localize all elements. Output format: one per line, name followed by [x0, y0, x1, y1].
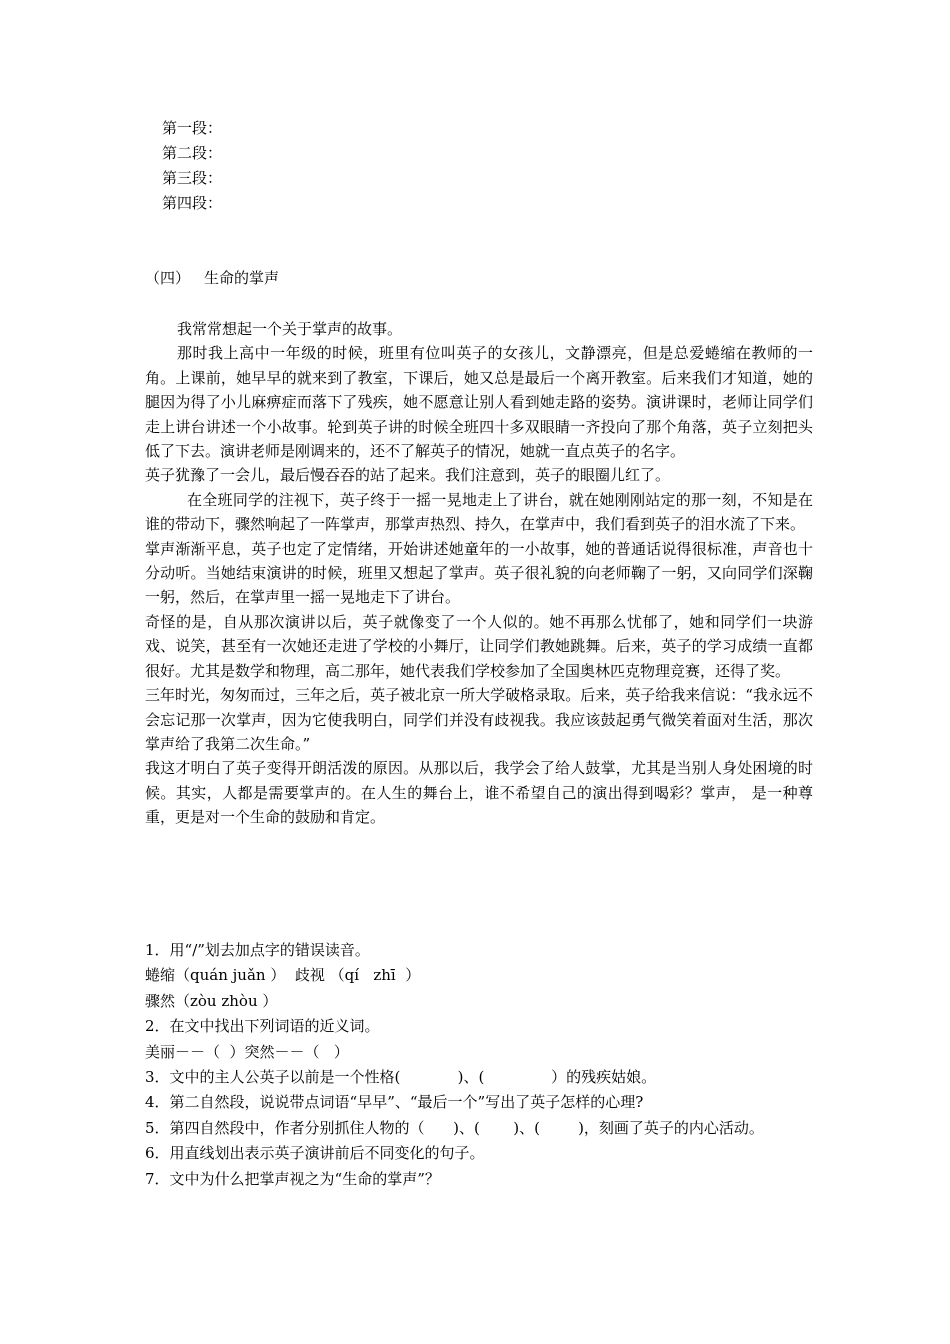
paragraph-1: 我常常想起一个关于掌声的故事。 — [177, 320, 403, 338]
section-heading — [145, 266, 279, 290]
question-4: 4．第二自然段，说说带点词语“早早”、“最后一个”写出了英子怎样的心理? — [145, 1093, 644, 1112]
segment-label-3: 第三段： — [162, 169, 223, 187]
segment-label-4: 第四段： — [162, 194, 223, 212]
question-5: 5．第四自然段中，作者分别抓住人物的（ )、( )、( )，刻画了英子的内心活动。 — [145, 1118, 764, 1137]
segment-label-2: 第二段： — [162, 144, 223, 162]
paragraph-4: 在全班同学的注视下，英子终于一摇一晃地走上了讲台，就在她刚刚站定的那一刻，不知是在谁的带动下，骤然响起了一阵掌声，那掌声热烈、持久，在掌声中，我们看到英子的泪水流了下来。 — [145, 490, 813, 534]
paragraph-6: 奇怪的是，自从那次演讲以后，英子就像变了一个人似的。她不再那么忧郁了，她和同学们一块游戏、说笑，甚至有一次她还走进了学校的小舞厅，让同学们教她跳舞。后来，英子的学习成绩一直都很好。尤其是数学和物理，高二那年，她代表我们学校参加了全国奥林匹克物理竞赛，还得了奖。 — [145, 612, 813, 680]
paragraph-8: 我这才明白了英子变得开朗活泼的原因。从那以后，我学会了给人鼓掌，尤其是当别人身处困境的时候。其实，人都是需要掌声的。在人生的舞台上，谁不希望自己的演出得到喝彩？掌声， 是一种尊重，更是对一个生命的鼓励和肯定。 — [145, 759, 813, 827]
paragraph-7: 三年时光，匆匆而过，三年之后，英子被北京一所大学破格录取。后来，英子给我来信说：“我永远不会忘记那一次掌声，因为它使我明白，同学们并没有歧视我。我应该鼓起勇气微笑着面对生活，那次掌声给了我第二次生命。” — [145, 686, 813, 753]
article-body — [145, 317, 813, 830]
paragraph-2: 那时我上高中一年级的时候，班里有位叫英子的女孩儿，文静漂亮，但是总爱蜷缩在教师的一角。上课前，她早早的就来到了教室，下课后，她又总是最后一个离开教室。后来我们才知道，她的腿因为得了小儿麻痹症而落下了残疾，她不愿意让别人看到她走路的姿势。演讲课时，老师让同学们走上讲台讲述一个小故事。轮到英子讲的时候全班四十多双眼睛一齐投向了那个角落，英子立刻把头低了下去。演讲老师是刚调来的，还不了解英子的情况，她就一直点英子的名字。 — [145, 344, 813, 461]
segment-list — [162, 116, 222, 216]
question-2: 2．在文中找出下列词语的近义词。 — [145, 1017, 380, 1036]
question-1: 1．用“/”划去加点字的错误读音。 — [145, 941, 370, 959]
paragraph-5: 掌声渐渐平息，英子也定了定情绪，开始讲述她童年的一小故事，她的普通话说得很标准，声音也十分动听。当她结束演讲的时候，班里又想起了掌声。英子很礼貌的向老师鞠了一躬，又向同学们深鞠一躬，然后，在掌声里一摇一晃地走下了讲台。 — [145, 539, 813, 607]
segment-label-1: 第一段： — [162, 119, 223, 137]
question-6: 6．用直线划出表示英子演讲前后不同变化的句子。 — [145, 1144, 485, 1163]
question-2-items: 美丽－－（ ）突然－－（ ） — [145, 1042, 349, 1061]
question-1-item-a: 蜷缩（quán juǎn ） 歧视 （qí zhī ） — [145, 966, 421, 985]
question-7: 7．文中为什么把掌声视之为“生命的掌声”？ — [145, 1169, 440, 1188]
question-1-item-b: 骤然（zòu zhòu ） — [145, 991, 278, 1010]
question-list — [145, 938, 813, 1192]
question-3: 3．文中的主人公英子以前是一个性格( )、( ）的残疾姑娘。 — [145, 1068, 657, 1087]
section-title: 生命的掌声 — [204, 269, 280, 287]
section-number: （四） — [145, 269, 191, 287]
paragraph-3: 英子犹豫了一会儿，最后慢吞吞的站了起来。我们注意到，英子的眼圈儿红了。 — [145, 466, 671, 485]
